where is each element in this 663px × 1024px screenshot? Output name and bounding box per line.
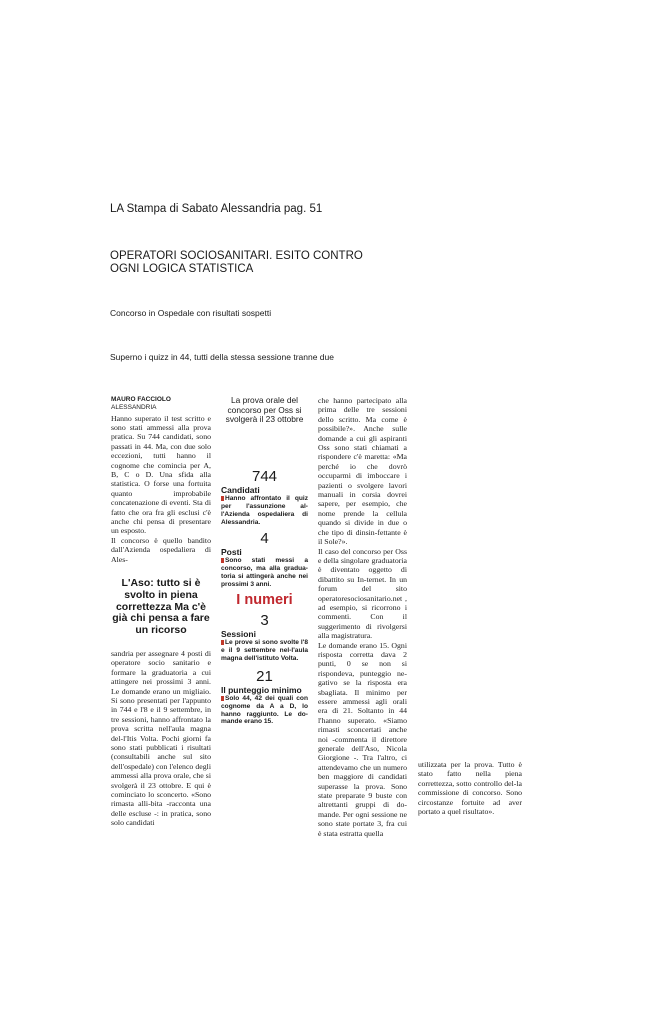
article-paragraph: Hanno superato il test scritto e sono stati ammessi alla prova pratica. Su 744 candidati, sono passati in 44. Ma, con due solo eccezioni, tutti hanno il cognome che comincia per A, B, C o D. Una sfida alla statistica. O forse una fortuita quanto improbabile concatenazione di eventi. Sta di fatto che ora fra gli esclusi c'è anche chi pensa di presentare un esposto. <box>111 413 211 536</box>
stat-number: 4 <box>260 530 269 548</box>
article-paragraph: Il concorso è quello bandito dall'Azienda ospedaliera di Ales- <box>111 535 211 564</box>
section-title-numeri: I numeri <box>236 592 293 609</box>
headline-line-1: OPERATORI SOCIOSANITARI. ESITO CONTRO <box>110 250 363 262</box>
bullet-marker <box>221 558 224 563</box>
kicker: Concorso in Ospedale con risultati sospetti <box>110 308 272 318</box>
article-paragraph: sandria per assegnare 4 posti di operatore socio sanitario e formare la graduatoria a cui attingere nei prossimi 3 anni. Le domande erano un migliaio. Si sono presentati per l'appunto in 744 e l'8 e il 9 settembre, in tre sessioni, hanno affrontato la prova scritta nell'aula magna del-l'Itis Volta. Pochi giorni fa sono stati pubblicati i risultati (consultabili anche sul sito dell'ospedale) con l'elenco degli ammessi alla prova orale, che si svolgerà il 23 ottobre. E qui è cominciato lo sconcerto. «Sono rimasta alli-bita -racconta una delle escluse -: in pratica, sono solo candidati <box>111 648 211 828</box>
stat-label: Candidati <box>221 484 260 495</box>
stat-description: Le prove si sono svolte l'8 e il 9 settembre nel-l'aula magna dell'istituto Volta. <box>221 639 308 662</box>
stat-number: 21 <box>256 667 273 685</box>
headline-line-2: OGNI LOGICA STATISTICA <box>110 263 254 275</box>
source-line: LA Stampa di Sabato Alessandria pag. 51 <box>110 203 323 215</box>
sidebar-intro: La prova orale del concorso per Oss si svolgerà il 23 ottobre <box>225 395 304 425</box>
article-column-1 <box>111 396 211 828</box>
stat-number: 744 <box>251 467 278 485</box>
bullet-marker <box>221 496 224 501</box>
byline-author: MAURO FACCIOLO <box>111 396 171 403</box>
headline <box>110 250 410 276</box>
stat-number: 3 <box>260 612 269 630</box>
bullet-marker <box>221 640 224 645</box>
stat-description: Hanno affrontato il quiz per l'assunzione al-l'Azienda ospedaliera di Alessandria. <box>221 494 308 526</box>
article-column-3 <box>318 396 407 838</box>
article-paragraph: che hanno partecipato alla prima delle tre sessioni dello scritto. Ma come è possibile?». Anche sulle domande a cui gli aspiranti Oss sono stati chiamati a rispondere c'è maretta: «Ma perché io che dovrò occuparmi di imboccare i pazienti o svolgere lavori manuali in corsia dovrei sapere, per esempio, che nome prende la cellula quando si divide in due o che tipo di dinsin-fettante è il Sole?». <box>318 396 407 547</box>
sidebar-numbers <box>221 396 308 726</box>
subhead: Superno i quizz in 44, tutti della stessa sessione tranne due <box>110 352 334 362</box>
stat-description: Solo 44, 42 dei quali con cognome da A a D, lo hanno raggiunto. Le do-mande erano 15. <box>221 694 308 726</box>
dateline: ALESSANDRIA <box>111 403 157 411</box>
article-paragraph: utilizzata per la prova. Tutto è stato fatto nella piena correttezza, sotto controllo del-la commissione di concorso. Sono circostanze fortuite ad aver portato a quel risultato». <box>418 760 522 817</box>
article-paragraph: Le domande erano 15. Ogni risposta corretta dava 2 punti, 0 se non si rispondeva, punteggio ne-gativo se la risposta era sbagliata. Il minimo per essere ammessi agli orali era di 21. Soltanto in 44 l'hanno superato. «Siamo rimasti sconcertati anche noi -commenta il direttore generale dell'Aso, Nicola Giorgione -. Tra l'altro, ci attendevamo che un numero ben maggiore di candidati superasse la prova. Sono state preparate 9 buste con altrettanti gruppi di do-mande. Per ogni sessione ne sono state portate 3, fra cui è stata estratta quella <box>318 640 407 838</box>
bullet-marker <box>221 696 224 701</box>
pull-quote: L'Aso: tutto si è svolto in piena correttezza Ma c'è già chi pensa a fare un ricorso <box>112 577 210 637</box>
article-paragraph: Il caso del concorso per Oss e della singolare graduatoria è diventato oggetto di dibattito su In-ternet. In un forum del sito operatoresociosanitario.net , ad esempio, si ricorrono i commenti. Con il suggerimento di rivolgersi alla magistratura. <box>318 546 407 641</box>
stat-label: Sessioni <box>221 629 256 640</box>
stat-description: Sono stati messi a concorso, ma alla gradua-toria si attingerà anche nei prossimi 3 anni. <box>221 557 308 589</box>
article-column-4 <box>418 760 522 816</box>
stat-label: Il punteggio minimo <box>221 684 302 695</box>
stat-label: Posti <box>221 547 242 558</box>
